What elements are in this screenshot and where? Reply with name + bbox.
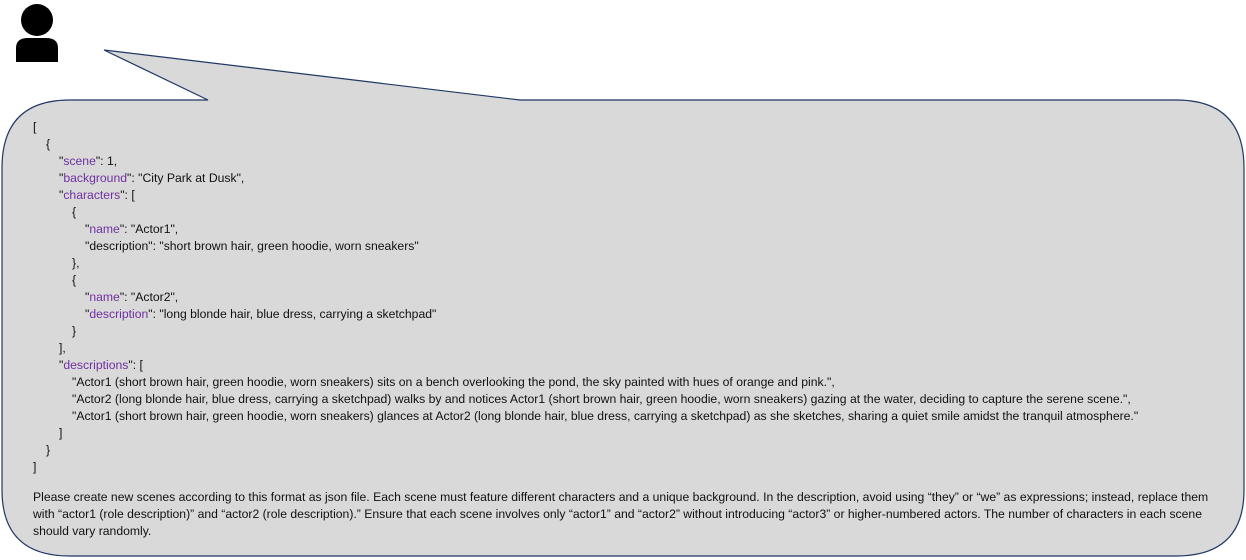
code-line [85, 289, 178, 306]
json-text: ] [59, 426, 63, 440]
json-text: " [85, 222, 90, 236]
code-line [59, 425, 62, 442]
speech-bubble-shape [2, 50, 1244, 556]
json-key: name [89, 290, 120, 304]
code-line [72, 272, 76, 289]
code-line [85, 306, 436, 323]
json-text: ": [ [128, 358, 143, 372]
json-text: ": "City Park at Dusk", [127, 171, 245, 185]
json-text: " [59, 154, 64, 168]
code-line [72, 374, 835, 391]
json-key: descriptions [63, 358, 129, 372]
code-line [72, 255, 79, 272]
json-text: { [72, 205, 77, 219]
json-text: } [46, 443, 51, 457]
json-text: { [72, 273, 77, 287]
json-key: description [89, 307, 149, 321]
code-line [72, 323, 76, 340]
json-text: " [59, 171, 64, 185]
json-text: [ [33, 120, 37, 134]
person-icon [16, 4, 58, 62]
code-line [72, 408, 1138, 425]
json-text: " [59, 358, 64, 372]
json-key: name [89, 222, 120, 236]
json-text: ": "Actor2", [119, 290, 179, 304]
json-text: } [72, 324, 77, 338]
json-key: scene [63, 154, 96, 168]
json-key: characters [63, 188, 121, 202]
json-text: ] [33, 460, 37, 474]
code-line [72, 391, 1131, 408]
code-line [46, 136, 50, 153]
code-line [46, 442, 50, 459]
code-line [33, 459, 36, 476]
code-line [59, 340, 66, 357]
json-text: ], [59, 341, 66, 355]
json-text: "Actor1 (short brown hair, green hoodie, worn sneakers) glances at Actor2 (long blonde hair, blue dress, carrying a sketchpad) as she sketches, sharing a quiet smile amidst the tranquil atmosphere." [72, 409, 1139, 423]
json-text: ": "long blonde hair, blue dress, carrying a sketchpad" [148, 307, 437, 321]
json-text: { [46, 137, 51, 151]
json-text: "Actor1 (short brown hair, green hoodie, worn sneakers) sits on a bench overlooking the pond, the sky painted with hues of orange and pink.", [72, 375, 835, 389]
code-line [59, 170, 244, 187]
code-line [59, 153, 117, 170]
code-line [72, 204, 76, 221]
code-line [59, 357, 143, 374]
json-text: " [59, 188, 64, 202]
code-line [85, 238, 419, 255]
json-text: ": 1, [95, 154, 118, 168]
json-text: "Actor2 (long blonde hair, blue dress, carrying a sketchpad) walks by and notices Actor1 (short brown hair, green hoodie, worn sneakers) gazing at the water, deciding to capture the serene scene.", [72, 392, 1131, 406]
instruction-paragraph: Please create new scenes according to this format as json file. Each scene must feature different characters and a unique background. In the description, avoid using “they” or “we” as expressions; instead, replace them with “actor1 (role description)” and “actor2 (role description).” Ensure that each scene involves only “actor1” and “actor2” without introducing “actor3” or higher-numbered actors. The number of characters in each scene should vary randomly. [33, 490, 1209, 538]
code-line [85, 221, 178, 238]
json-text: ": "Actor1", [119, 222, 179, 236]
json-text: "description": "short brown hair, green hoodie, worn sneakers" [85, 239, 419, 253]
json-text: ": [ [120, 188, 135, 202]
json-text: " [85, 307, 90, 321]
json-text: " [85, 290, 90, 304]
code-line [59, 187, 135, 204]
code-line [33, 119, 36, 136]
json-text: }, [72, 256, 80, 270]
json-key: background [63, 171, 128, 185]
